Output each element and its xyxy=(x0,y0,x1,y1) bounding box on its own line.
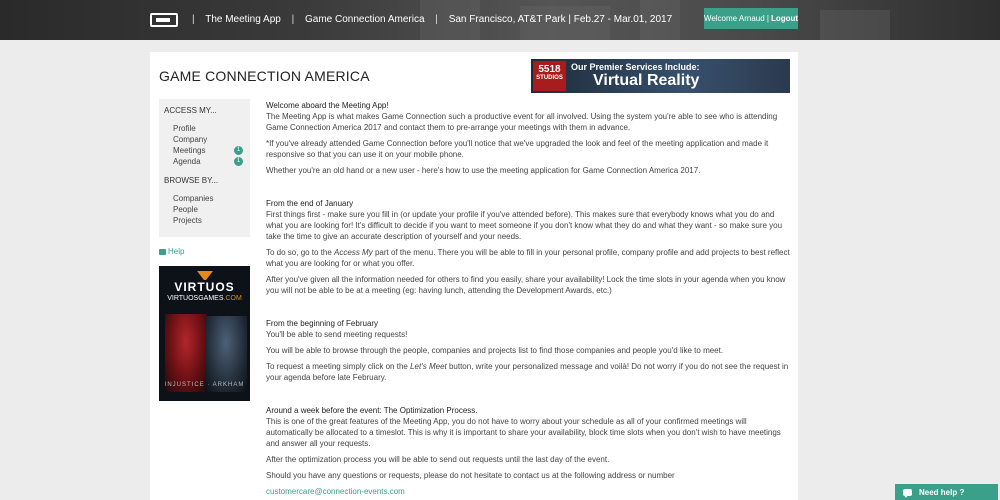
sidebar-item-label: Agenda xyxy=(173,157,201,166)
separator: | xyxy=(291,14,295,25)
header-breadcrumb xyxy=(184,14,672,25)
text-span: button, write your personalized message and voilà! Do not worry if you do not see the request in your agenda before late February. xyxy=(266,362,789,382)
banner-headline: Virtual Reality xyxy=(593,72,700,89)
access-heading: ACCESS MY... xyxy=(164,106,217,115)
spacer xyxy=(266,388,790,405)
sidebar-item-company[interactable] xyxy=(159,134,250,145)
january-heading: From the end of January xyxy=(266,199,354,208)
sidebar-item-label: Company xyxy=(173,135,208,144)
sidebar-item-agenda[interactable] xyxy=(159,156,250,167)
app-name-link[interactable]: The Meeting App xyxy=(205,14,281,25)
meetings-count-badge: 1 xyxy=(234,146,243,155)
side-ad-brand: VIRTUOS xyxy=(174,280,235,294)
sidebar-item-projects[interactable] xyxy=(159,215,250,226)
intro-paragraph: *If you've already attended Game Connection before you'll notice that we've upgraded the look and feel of the meeting application and made it responsive so that you can use it on your mobile phone. xyxy=(266,139,769,159)
need-help-button[interactable] xyxy=(895,484,998,500)
text-span: part of the menu. There you will be able to fill in your personal profile, company profile and add projects to best reflect what you are looking for or what you offer. xyxy=(266,248,790,268)
main-panel xyxy=(150,52,798,500)
browse-heading: BROWSE BY... xyxy=(164,176,219,185)
app-logo-icon[interactable] xyxy=(150,13,178,27)
contact-email-link[interactable]: customercare@connection-events.com xyxy=(266,487,405,496)
sidebar-item-companies[interactable] xyxy=(159,193,250,204)
sidebar-item-people[interactable] xyxy=(159,204,250,215)
intro-paragraph: The Meeting App is what makes Game Connection such a productive event for all involved. Using the system you're able to see who is attending Game Connection America 2017 and contact them to pre-arrange your meetings with them in advance. xyxy=(266,112,778,132)
lets-meet-emphasis: Let's Meet xyxy=(410,362,447,371)
sidebar-item-label: People xyxy=(173,205,198,214)
separator: | xyxy=(435,14,438,25)
hero-artwork xyxy=(205,316,247,392)
need-help-label: Need help ? xyxy=(919,487,965,497)
event-details: San Francisco, AT&T Park | Feb.27 - Mar.01, 2017 xyxy=(448,14,673,25)
text-span: To request a meeting simply click on the xyxy=(266,362,411,371)
studio-logo xyxy=(533,61,566,91)
hero-artwork xyxy=(165,314,207,392)
studio-label: STUDIOS xyxy=(536,75,563,81)
january-paragraph: After you've given all the information needed for others to find you easily, share your availability! Lock the time slots in your agenda when you know you will not be able to be at a meeting (eg: having lunch, attending the Development Awards, etc.) xyxy=(266,275,786,295)
chat-bubble-icon xyxy=(903,489,912,496)
welcome-text: Welcome Arnaud | xyxy=(703,14,769,23)
help-link[interactable] xyxy=(159,247,184,256)
agenda-count-badge: 1 xyxy=(234,157,243,166)
skyline-decoration xyxy=(820,10,890,40)
intro-paragraph: Whether you're an old hand or a new user - here's how to use the meeting application for Game Connection America 2017. xyxy=(266,166,701,175)
url-prefix: VIRTUOSGAMES xyxy=(167,295,224,302)
text-span: To do so, go to the xyxy=(266,248,335,257)
browse-list xyxy=(159,193,250,226)
top-banner xyxy=(0,0,1000,40)
sidebar-item-label: Companies xyxy=(173,194,214,203)
sidebar-item-meetings[interactable] xyxy=(159,145,250,156)
virtuos-logo-icon xyxy=(197,271,213,280)
event-name-link[interactable]: Game Connection America xyxy=(305,14,425,25)
separator: | xyxy=(192,14,195,25)
february-paragraph xyxy=(266,361,790,383)
january-paragraph: First things first - make sure you fill in (or update your profile if you've attended before). This makes sure that everybody knows what you do and what you are looking for! It's difficult to decide if you want to meet someone if you don't know what they do and what they want - so make sure you take the time to give an accurate description of yourself and your needs. xyxy=(266,210,783,241)
side-ad[interactable] xyxy=(159,266,250,401)
welcome-box xyxy=(704,8,798,29)
january-paragraph xyxy=(266,247,790,269)
camera-icon xyxy=(159,249,166,255)
studio-number: 5518 xyxy=(538,64,561,75)
help-label: Help xyxy=(168,247,185,256)
sidebar xyxy=(159,99,250,237)
february-paragraph: You will be able to browse through the people, companies and projects list to find those companies and people you'd like to meet. xyxy=(266,346,724,355)
sidebar-item-label: Projects xyxy=(173,216,202,225)
optimization-heading: Around a week before the event: The Optimization Process. xyxy=(266,406,478,415)
logout-link[interactable]: Logout xyxy=(770,14,799,23)
intro-heading: Welcome aboard the Meeting App! xyxy=(266,101,389,110)
access-my-emphasis: Access My xyxy=(334,248,373,257)
url-suffix: .COM xyxy=(223,295,242,302)
banner-ad[interactable] xyxy=(531,59,790,93)
february-heading: From the beginning of February xyxy=(266,319,379,328)
main-content xyxy=(266,100,790,500)
page-title: GAME CONNECTION AMERICA xyxy=(159,68,370,84)
sidebar-item-label: Meetings xyxy=(173,146,206,155)
optimization-paragraph: After the optimization process you will be able to send out requests until the last day of the event. xyxy=(266,455,610,464)
spacer xyxy=(266,301,790,318)
february-paragraph: You'll be able to send meeting requests! xyxy=(266,330,408,339)
access-list xyxy=(159,123,250,167)
side-ad-url xyxy=(159,295,250,302)
optimization-paragraph: This is one of the great features of the Meeting App, you do not have to worry about your schedule as all of your confirmed meetings will automatically be allocated to a timeslot. This is why it is important to share your availability, block time slots when you don't wish to have meetings and answer all your requests. xyxy=(266,417,781,448)
sidebar-item-profile[interactable] xyxy=(159,123,250,134)
spacer xyxy=(266,181,790,198)
side-ad-games: INJUSTICE · ARKHAM xyxy=(164,382,245,388)
banner-tagline: Our Premier Services Include: xyxy=(571,62,700,72)
optimization-paragraph: Should you have any questions or requests, please do not hesitate to contact us at the following address or number xyxy=(266,471,675,480)
sidebar-item-label: Profile xyxy=(173,124,196,133)
